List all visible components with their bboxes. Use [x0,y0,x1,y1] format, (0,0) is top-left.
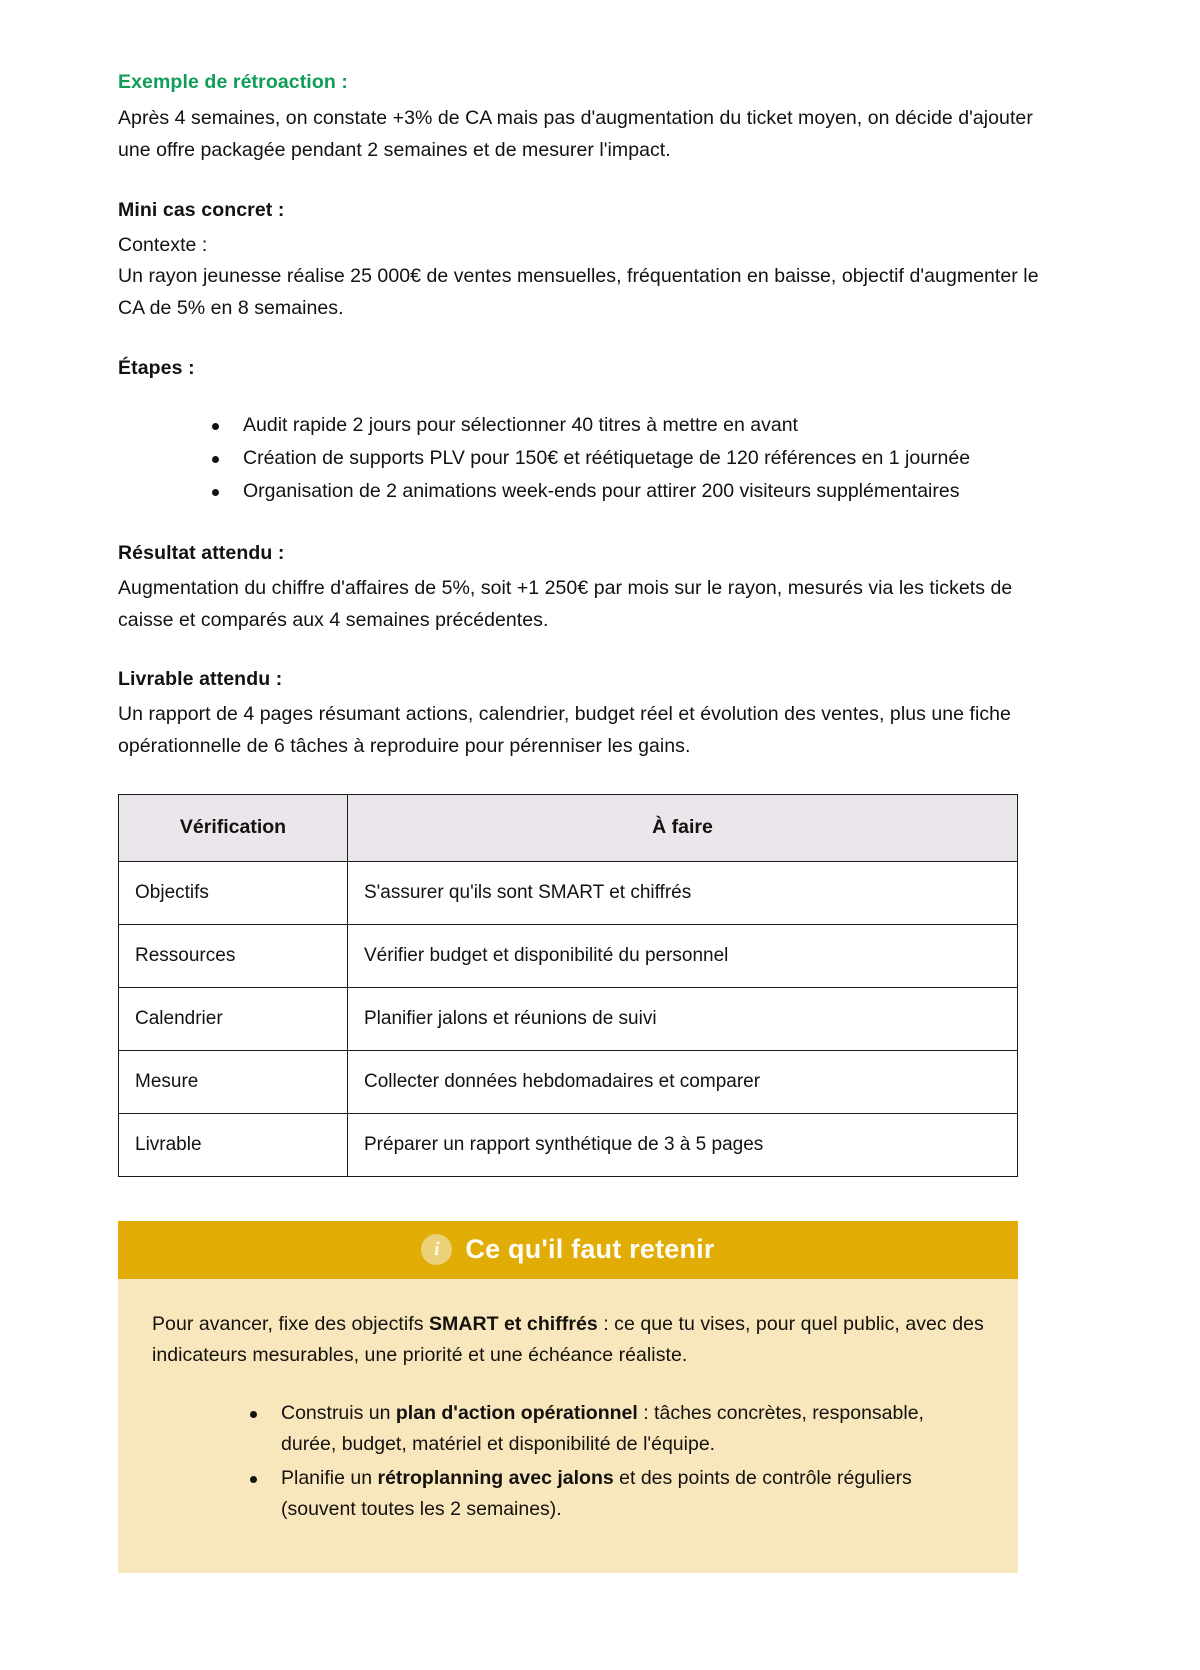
callout-intro-before: Pour avancer, fixe des objectifs [152,1312,429,1335]
list-item-after: : tâches concrètes, responsable, durée, budget, matériel et disponibilité de l'équipe. [281,1401,924,1455]
table-head [119,794,1018,861]
callout-intro [152,1309,984,1372]
table-row [119,1050,1018,1113]
cell-a-faire: Collecter données hebdomadaires et comparer [348,1050,1018,1113]
cell-verification: Calendrier [119,987,348,1050]
heading-exemple-retroaction: Exemple de rétroaction : [118,71,348,93]
list-item [246,1463,984,1525]
callout-list [152,1398,984,1526]
list-item: Création de supports PLV pour 150€ et réétiquetage de 120 références en 1 journée [208,443,1050,474]
table-row [119,861,1018,924]
callout-header [118,1221,1018,1279]
cell-verification: Mesure [119,1050,348,1113]
cell-verification: Objectifs [119,861,348,924]
table-row [119,987,1018,1050]
cell-a-faire: Préparer un rapport synthétique de 3 à 5 pages [348,1113,1018,1176]
info-icon-glyph: i [434,1239,440,1261]
table-header-row [119,794,1018,861]
column-header-verification: Vérification [119,794,348,861]
callout-intro-bold: SMART et chiffrés [428,1312,598,1335]
list-item: Audit rapide 2 jours pour sélectionner 40 titres à mettre en avant [208,410,1050,441]
spacer [118,510,1050,541]
callout-body [118,1279,1018,1573]
table-row [119,924,1018,987]
spacer [118,763,1050,794]
list-item-bold: rétroplanning avec jalons [377,1467,614,1490]
list-item-bold: plan d'action opérationnel [395,1401,638,1424]
cell-verification: Livrable [119,1113,348,1176]
list-item-before: Planifie un [281,1467,378,1490]
paragraph-contexte-body: Un rayon jeunesse réalise 25 000€ de ventes mensuelles, fréquentation en baisse, objectif d'augmenter le CA de 5% en 8 semaines. [118,265,1039,320]
list-item-after: et des points de contrôle réguliers (souvent toutes les 2 semaines). [281,1467,912,1521]
column-header-a-faire: À faire [348,794,1018,861]
cell-a-faire: S'assurer qu'ils sont SMART et chiffrés [348,861,1018,924]
paragraph-retroaction-body: Après 4 semaines, on constate +3% de CA mais pas d'augmentation du ticket moyen, on décide d'ajouter une offre packagée pendant 2 semaines et de mesurer l'impact. [118,107,1033,161]
cell-verification: Ressources [119,924,348,987]
callout-title: Ce qu'il faut retenir [465,1234,715,1265]
callout-retenir [118,1221,1018,1573]
list-item-before: Construis un [281,1401,396,1424]
paragraph-livrable-body: Un rapport de 4 pages résumant actions, calendrier, budget réel et évolution des ventes, plus une fiche opérationnelle de 6 tâches à reproduire pour pérenniser les gains. [118,703,1011,758]
table-body [119,861,1018,1176]
info-icon [421,1234,452,1265]
spacer [118,388,1050,410]
cell-a-faire: Planifier jalons et réunions de suivi [348,987,1018,1050]
spacer [118,167,1050,198]
heading-resultat-attendu: Résultat attendu : [118,541,285,564]
heading-etapes: Étapes : [118,356,195,379]
spacer [118,325,1050,356]
list-item [246,1398,984,1460]
heading-livrable-attendu: Livrable attendu : [118,668,283,691]
cell-a-faire: Vérifier budget et disponibilité du personnel [348,924,1018,987]
list-etapes [118,410,1050,508]
spacer [118,636,1050,667]
verification-table [118,794,1018,1177]
paragraph-resultat-body: Augmentation du chiffre d'affaires de 5%, soit +1 250€ par mois sur le rayon, mesurés via les tickets de caisse et comparés aux 4 semaines précédentes. [118,576,1013,631]
label-contexte: Contexte : [118,233,208,256]
heading-mini-cas-concret: Mini cas concret : [118,198,285,221]
list-item: Organisation de 2 animations week-ends pour attirer 200 visiteurs supplémentaires [208,476,1050,507]
table-row [119,1113,1018,1176]
callout-intro-after: : ce que tu vises, pour quel public, avec des indicateurs mesurables, une priorité et une échéance réaliste. [152,1312,984,1367]
